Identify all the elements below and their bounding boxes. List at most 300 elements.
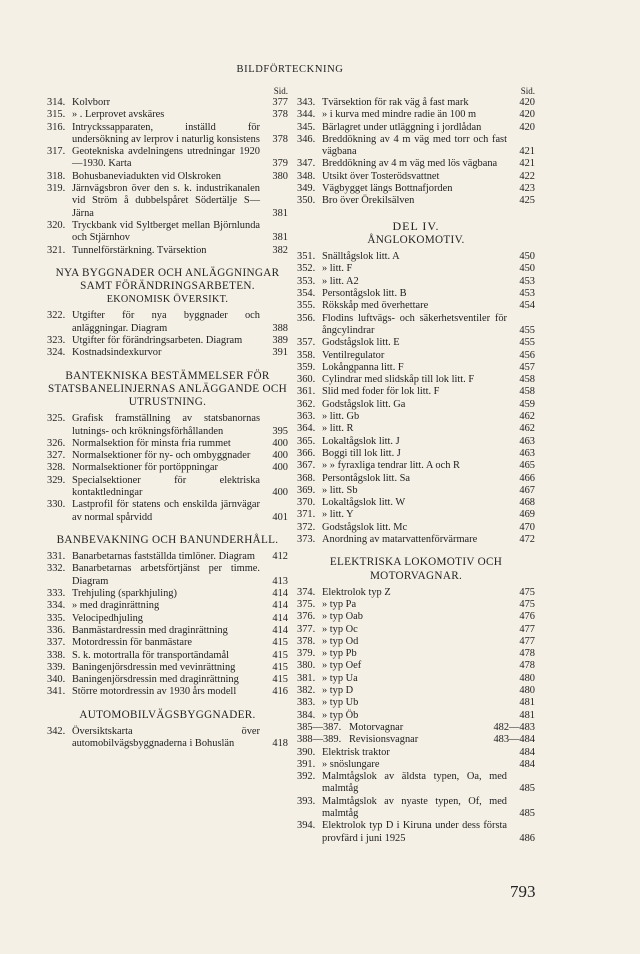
entry-number: 346. [297,133,316,145]
entry-page: 477 [519,623,535,635]
entry-number: 356. [297,312,316,324]
entry-number: 377. [297,623,316,635]
entry-text: Anordning av matarvattenförvärmare [322,534,478,545]
entry-page: 421 [519,158,535,170]
index-entry [47,310,288,335]
section-banteknisk [47,370,288,410]
entry-text: Kolvborr [72,97,111,108]
entry-text: Utgifter för förändringsarbeten. Diagram [72,335,243,347]
entry-page: 420 [519,121,535,133]
entry-number: 329. [47,474,66,486]
entry-text: Elektrisk traktor [322,746,390,758]
entry-text: Geotekniska avdelningens utredningar 1920—1930. Karta [72,146,260,170]
entry-number: 385—387. [297,721,342,733]
entry-page: 414 [272,588,288,600]
entry-page: 458 [519,374,535,386]
entry-page: 391 [272,347,288,359]
entry-page: 456 [519,349,535,361]
entry-page: 466 [519,472,535,484]
entry-text: » i kurva med mindre radie än 100 m [322,109,477,121]
entry-text: Normalsektioner för ny- och ombyggnader [72,450,251,462]
index-entry [297,796,535,821]
entry-number: 317. [47,146,66,158]
entry-number: 325. [47,413,66,425]
entry-page: 388 [272,322,288,334]
entry-page: 486 [519,832,535,844]
entry-page: 463 [519,447,535,459]
entry-number: 318. [47,170,66,182]
entry-number: 367. [297,460,316,472]
index-entry [297,820,535,845]
entry-text: Snälltågslok litt. A [322,251,400,263]
entry-page: 475 [519,599,535,610]
entry-page: 382 [272,244,288,256]
entry-number: 327. [47,450,66,462]
section-nya [47,267,288,307]
index-entry [297,195,535,207]
index-entry [47,475,288,500]
entry-number: 316. [47,121,66,133]
section-elektriska [297,556,535,582]
entry-page: 485 [519,783,535,795]
entry-number: 369. [297,484,316,496]
index-entry [297,587,535,599]
entry-page: 400 [272,462,288,474]
entry-text: Lokångpanna litt. F [322,361,404,373]
entry-page: 422 [519,170,535,182]
entry-number: 340. [47,674,66,686]
entry-number: 348. [297,170,316,182]
index-entry [297,122,535,134]
index-entry [297,710,535,722]
index-entry [297,611,535,623]
entry-page: 478 [519,648,535,660]
entry-page: 478 [519,660,535,672]
entry-text: Järnvägsbron över den s. k. industrikanalen vid Ström å dubbelspåret Södertälje S—Järna [72,183,260,219]
section-banbevakning [47,534,288,547]
entry-text: Baningenjörsdressin med vevinrättning [72,661,236,673]
entry-number: 361. [297,386,316,398]
entry-page: 420 [519,97,535,108]
entry-number: 359. [297,361,316,373]
part-heading: DEL IV. [392,218,440,233]
section-automobil [47,709,288,722]
entry-page: 465 [519,460,535,472]
entry-page: 483—484 [493,734,535,746]
entry-text: Breddökning av 4 m väg med lös vägbana [322,158,498,170]
entry-number: 382. [297,685,316,697]
entry-text: » litt. R [322,423,354,435]
entry-text: Grafisk framställning av statsbanornas lutnings- och krökningsförhållanden [72,413,260,437]
index-entry [47,122,288,147]
entry-text: » typ Oef [322,660,362,672]
entry-text: » . Lerprovet avskäres [72,109,165,121]
entry-page: 475 [519,586,535,598]
index-entry [297,599,535,611]
index-entry [297,522,535,534]
index-entry [47,220,288,245]
entry-number: 331. [47,551,66,563]
index-entry [297,158,535,170]
section-title: BANTEKNISKA BESTÄMMELSER FÖR STATSBANELINJERNAS ANLÄGGANDE OCH UTRUSTNING. [48,369,287,409]
entry-page: 482—483 [493,721,535,733]
entry-page: 457 [519,361,535,373]
entry-page: 470 [519,521,535,533]
entry-number: 344. [297,109,316,121]
index-entry [297,747,535,759]
entry-number: 353. [297,275,316,287]
entry-number: 365. [297,435,316,447]
entry-number: 320. [47,219,66,231]
entry-page: 453 [519,275,535,287]
entry-page: 413 [272,575,288,587]
entry-number: 349. [297,183,316,195]
entry-text: Bärlagret under utläggning i jordlådan [322,121,482,133]
entry-number: 336. [47,624,66,636]
entry-text: Revisionsvagnar [349,734,419,746]
index-entry [47,726,288,751]
entry-page: 468 [519,497,535,509]
index-entry [47,171,288,183]
entry-page: 481 [519,709,535,721]
entry-number: 354. [297,288,316,300]
entry-text: Cylindrar med slidskåp till lok litt. F [322,374,475,386]
index-entry [47,650,288,662]
entry-page: 414 [272,612,288,624]
entry-number: 388—389. [297,734,342,746]
entry-text: Godstågslok litt. Ga [322,398,406,410]
entry-text: Trehjuling (sparkhjuling) [72,588,177,600]
entry-text: » typ Ua [322,672,358,684]
entry-number: 337. [47,637,66,649]
entry-page: 401 [272,511,288,523]
entry-number: 357. [297,337,316,349]
entry-text: Tvärsektion för rak väg å fast mark [322,97,469,108]
index-entry [47,438,288,450]
entry-number: 351. [297,251,316,263]
entry-page: 480 [519,685,535,697]
entry-text: Malmtågslok av äldsta typen, Oa, med malmtåg [322,771,507,795]
entry-number: 381. [297,672,316,684]
entry-page: 381 [272,207,288,219]
index-entry [297,497,535,509]
entry-number: 360. [297,374,316,386]
entry-text: » typ Oc [322,623,358,635]
index-entry [47,347,288,359]
entry-list-b [47,310,288,359]
index-entry [47,183,288,220]
entry-number: 392. [297,771,316,783]
entry-text: Utsikt över Tosterödsvattnet [322,170,440,182]
entry-page: 481 [519,697,535,709]
entry-page: 458 [519,386,535,398]
index-entry [297,411,535,423]
entry-page: 463 [519,435,535,447]
entry-number: 366. [297,447,316,459]
entry-page: 421 [519,146,535,158]
index-entry [47,588,288,600]
entry-number: 321. [47,244,66,256]
entry-number: 383. [297,697,316,709]
section-title: NYA BYGGNADER OCH ANLÄGGNINGAR SAMT FÖRÄNDRINGSARBETEN. [55,266,280,293]
index-entry [297,759,535,771]
entry-text: » snöslungare [322,758,380,770]
entry-number: 380. [297,660,316,672]
entry-number: 362. [297,398,316,410]
page-header: BILDFÖRTECKNING [236,64,344,75]
entry-page: 459 [519,398,535,410]
entry-page: 415 [272,661,288,673]
entry-number: 347. [297,158,316,170]
entry-text: Normalsektioner för portöppningar [72,462,219,474]
entry-number: 371. [297,509,316,521]
entry-page: 476 [519,611,535,623]
entry-page: 467 [519,484,535,496]
index-entry [297,399,535,411]
index-entry [47,245,288,257]
index-entry [47,97,288,109]
index-entry [297,288,535,300]
entry-text: Baningenjörsdressin med draginrättning [72,674,239,686]
entry-page: 450 [519,251,535,263]
entry-list-e [47,726,288,751]
entry-text: » typ D [322,685,354,697]
entry-page: 414 [272,624,288,636]
section-title: AUTOMOBILVÄGSBYGGNADER. [79,708,256,721]
index-entry [297,771,535,796]
entry-page: 450 [519,263,535,275]
entry-number: 342. [47,725,66,737]
entry-page: 378 [272,109,288,121]
index-entry [297,97,535,109]
index-entry [47,413,288,438]
index-entry [297,109,535,121]
entry-text: » litt. A2 [322,275,359,287]
entry-text: Utgifter för nya byggnader och anläggningar. Diagram [72,310,260,334]
index-entry [297,473,535,485]
entry-number: 324. [47,347,66,359]
entry-list-a [47,97,288,257]
entry-page: 472 [519,534,535,545]
entry-text: Banarbetarnas fastställda timlöner. Diagram [72,551,255,563]
index-entry [297,624,535,636]
index-entry [47,600,288,612]
index-entry [297,337,535,349]
entry-text: Kostnadsindexkurvor [72,347,162,359]
index-entry [297,448,535,460]
entry-text: » litt. Sb [322,484,358,496]
entry-list-rb [297,251,535,546]
index-entry [297,423,535,435]
entry-page: 400 [272,450,288,462]
index-entry [297,374,535,386]
entry-text: S. k. motortralla för transportändamål [72,649,229,661]
entry-number: 315. [47,109,66,121]
entry-text: » litt. F [322,263,353,275]
entry-text: Velocipedhjuling [72,612,143,624]
entry-page: 412 [272,551,288,563]
index-entry [297,313,535,338]
entry-text: Bro över Örekilsälven [322,195,415,207]
entry-number: 335. [47,612,66,624]
entry-page: 395 [272,425,288,437]
section-angloko [297,234,535,247]
entry-page: 389 [272,335,288,347]
entry-number: 330. [47,499,66,511]
entry-number: 323. [47,335,66,347]
entry-text: Slid med foder för lok litt. F [322,386,440,398]
entry-text: » typ Od [322,635,359,647]
entry-text: » typ Öb [322,709,359,721]
index-entry [47,662,288,674]
entry-text: Breddökning av 4 m väg med torr och fast vägbana [322,133,507,158]
entry-page: 415 [272,649,288,661]
entry-page: 420 [519,109,535,121]
entry-text: Specialsektioner för elektriska kontaktledningar [72,474,260,499]
entry-page: 379 [272,158,288,170]
section-title: BANBEVAKNING OCH BANUNDERHÅLL. [56,533,279,546]
index-entry [47,146,288,171]
entry-number: 328. [47,462,66,474]
entry-list-rc [297,587,535,845]
entry-number: 368. [297,472,316,484]
entry-page: 484 [519,746,535,758]
index-entry [297,509,535,521]
entry-text: Lastprofil för statens och enskilda järnvägar av normal spårvidd [72,499,260,523]
entry-list-ra [297,97,535,208]
page-number: 793 [510,882,536,901]
entry-text: Banmästardressin med draginrättning [72,624,228,636]
entry-text: Normalsektion för minsta fria rummet [72,437,231,449]
entry-text: Lokaltågslok litt. J [322,435,400,447]
entry-list-c [47,413,288,524]
index-entry [297,534,535,546]
entry-text: Elektrolok typ D i Kiruna under dess första provfärd i juni 1925 [322,820,507,844]
left-column [47,86,288,751]
index-entry [47,450,288,462]
index-entry [297,276,535,288]
index-entry [47,551,288,563]
entry-page: 381 [272,232,288,244]
index-entry [47,462,288,474]
entry-text: Godstågslok litt. E [322,337,400,349]
entry-page: 414 [272,600,288,612]
section-title: ELEKTRISKA LOKOMOTIV OCH MOTORVAGNAR. [329,556,503,582]
entry-text: Lokaltågslok litt. W [322,497,406,509]
index-entry [297,734,535,746]
entry-text: » typ Ub [322,697,359,709]
entry-number: 374. [297,586,316,598]
index-entry [47,613,288,625]
right-column [297,86,535,845]
index-entry [47,563,288,588]
entry-text: Större motordressin av 1930 års modell [72,686,237,698]
entry-list-d [47,551,288,699]
entry-page: 378 [272,133,288,145]
entry-text: Motordressin för banmästare [72,637,193,649]
sid-label: Sid. [273,86,288,96]
entry-number: 341. [47,686,66,698]
index-entry [47,674,288,686]
entry-number: 370. [297,497,316,509]
entry-page: 455 [519,337,535,349]
entry-page: 415 [272,637,288,649]
entry-page: 400 [272,437,288,449]
index-entry [297,386,535,398]
entry-page: 485 [519,808,535,820]
entry-page: 400 [272,487,288,499]
entry-text: Godstågslok litt. Mc [322,521,408,533]
index-entry [297,673,535,685]
entry-text: Persontågslok litt. B [322,288,407,300]
entry-text: » » fyraxliga tendrar litt. A och R [322,460,460,472]
index-entry [297,722,535,734]
entry-text: » litt. Y [322,509,354,521]
entry-text: Rökskåp med överhettare [322,300,429,312]
entry-number: 363. [297,411,316,423]
entry-page: 380 [272,170,288,182]
entry-number: 391. [297,758,316,770]
entry-number: 319. [47,183,66,195]
entry-number: 376. [297,611,316,623]
entry-page: 480 [519,672,535,684]
entry-text: Persontågslok litt. Sa [322,472,411,484]
entry-text: » litt. Gb [322,411,360,423]
entry-text: Översiktskarta över automobilvägsbyggnaderna i Bohuslän [72,725,260,750]
entry-page: 469 [519,509,535,521]
entry-text: Bohusbaneviadukten vid Olskroken [72,170,221,182]
index-entry [47,109,288,121]
entry-text: » typ Pb [322,648,357,660]
entry-number: 345. [297,121,316,133]
index-entry [297,660,535,672]
index-entry [297,362,535,374]
index-entry [297,171,535,183]
entry-number: 350. [297,195,316,207]
index-entry [297,485,535,497]
entry-number: 326. [47,437,66,449]
entry-number: 338. [47,649,66,661]
entry-page: 477 [519,635,535,647]
section-subtitle: EKONOMISK ÖVERSIKT. [106,294,229,306]
entry-text: » typ Oab [322,611,363,623]
entry-page: 418 [272,738,288,750]
entry-number: 332. [47,563,66,575]
entry-text: Vägbygget längs Bottnafjorden [322,183,453,195]
entry-page: 462 [519,411,535,423]
entry-number: 333. [47,588,66,600]
entry-number: 379. [297,648,316,660]
index-entry [297,648,535,660]
entry-number: 384. [297,709,316,721]
index-entry [297,636,535,648]
entry-text: Intryckssapparaten, inställd för undersökning av lerprov i naturlig konsistens [72,121,260,145]
entry-page: 416 [272,686,288,698]
entry-number: 364. [297,423,316,435]
entry-number: 394. [297,820,316,832]
entry-number: 334. [47,600,66,612]
index-entry [297,460,535,472]
entry-text: Tryckbank vid Syltberget mellan Björnlunda och Stjärnhov [72,219,260,244]
entry-number: 372. [297,521,316,533]
index-entry [297,134,535,159]
entry-number: 358. [297,349,316,361]
entry-page: 462 [519,423,535,435]
entry-page: 484 [519,758,535,770]
entry-text: » typ Pa [322,599,357,610]
entry-text: Motorvagnar [349,721,404,733]
entry-number: 343. [297,97,316,108]
